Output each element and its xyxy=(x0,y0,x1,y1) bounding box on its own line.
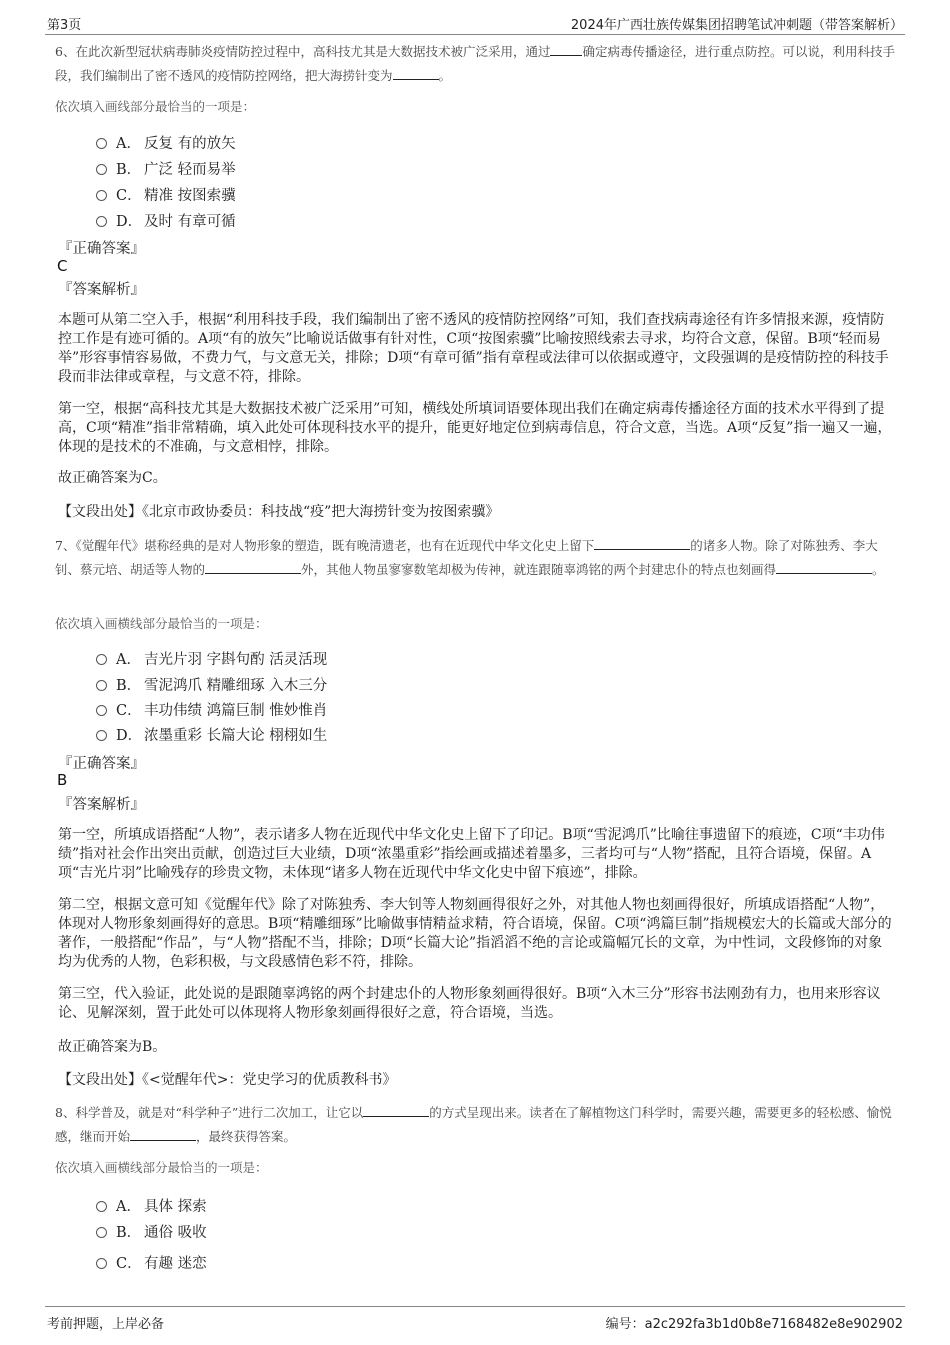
question-6-part-a: 6、在此次新型冠状病毒肺炎疫情防控过程中，高科技尤其是大数据技术被广泛采用，通过 xyxy=(55,44,551,59)
q6-option-a[interactable]: A． 反复 有的放矢 xyxy=(96,132,236,153)
analysis-conclusion: 故正确答案为B。 xyxy=(58,1039,167,1055)
analysis-paragraph: 第三空，代入验证，此处说的是跟随辜鸿铭的两个封建忠仆的人物形象刻画得很好。B项“入木三分”形容书法刚劲有力，也用来形容议论、见解深刻，置于此处可以体现将人物形象刻画得很好之意，符合语境，当选。 xyxy=(58,986,881,1021)
question-8-part-b: 的方式呈现出来。读者在了解植物这门科学时，需要兴趣，需要更多的轻松感、愉悦感，继而开始 xyxy=(55,1105,892,1144)
radio-button-icon[interactable] xyxy=(96,1227,107,1238)
q8-option-b[interactable]: B． 通俗 吸收 xyxy=(96,1221,207,1242)
radio-button-icon[interactable] xyxy=(96,654,107,665)
document-title: 2024年广西壮族传媒集团招聘笔试冲刺题（带答案解析） xyxy=(570,18,903,33)
q7-option-b[interactable]: B． 雪泥鸿爪 精雕细琢 入木三分 xyxy=(96,674,327,695)
q8-option-c[interactable]: C． 有趣 迷恋 xyxy=(96,1252,207,1273)
correct-answer: B xyxy=(57,771,68,789)
question-8-part-a: 8、科学普及，就是对“科学种子”进行二次加工，让它以 xyxy=(55,1105,364,1120)
radio-button-icon[interactable] xyxy=(96,216,107,227)
radio-button-icon[interactable] xyxy=(96,190,107,201)
q6-option-b[interactable]: B． 广泛 轻而易举 xyxy=(96,158,236,179)
q6-option-d[interactable]: D． 及时 有章可循 xyxy=(96,210,236,231)
blank-line xyxy=(776,559,872,574)
question-7-text xyxy=(55,534,895,582)
question-6-part-b: 确定病毒传播途径，进行重点防控。可以说，利用科技手段，我们编制出了密不透风的疫情防控网络，把大海捞针变为 xyxy=(55,44,895,83)
source-citation: 【文段出处】《<觉醒年代>：党史学习的优质教科书》 xyxy=(58,1072,397,1088)
q8-option-a[interactable]: A． 具体 探索 xyxy=(96,1195,207,1216)
radio-button-icon[interactable] xyxy=(96,1201,107,1212)
answer-analysis-label: 『答案解析』 xyxy=(58,282,145,298)
radio-button-icon[interactable] xyxy=(96,705,107,716)
source-citation: 【文段出处】《北京市政协委员：科技战“疫”把大海捞针变为按图索骥》 xyxy=(58,504,500,520)
blank-line xyxy=(393,65,439,80)
question-8-prompt: 依次填入画横线部分最恰当的一项是： xyxy=(55,1160,268,1175)
page-footer xyxy=(45,1306,905,1331)
question-6-prompt: 依次填入画线部分最恰当的一项是： xyxy=(55,99,256,114)
blank-line xyxy=(205,559,301,574)
question-7-part-b: 的诸多人物。除了对陈独秀、李大钊、蔡元培、胡适等人物的 xyxy=(55,538,878,577)
blank-line xyxy=(363,1102,429,1117)
question-7-part-c: 外，其他人物虽寥寥数笔却极为传神，就连跟随辜鸿铭的两个封建忠仆的特点也刻画得 xyxy=(301,562,777,577)
radio-button-icon[interactable] xyxy=(96,680,107,691)
radio-button-icon[interactable] xyxy=(96,138,107,149)
radio-button-icon[interactable] xyxy=(96,1258,107,1269)
analysis-paragraph: 第一空，所填成语搭配“人物”，表示诸多人物在近现代中华文化史上留下了印记。B项“雪泥鸿爪”比喻往事遗留下的痕迹，C项“丰功伟绩”指对社会作出突出贡献，创造过巨大业绩，D项“浓墨重彩”指绘画或描述着墨多，三者均可与“人物”搭配，且符合语境，保留。A项“吉光片羽”比喻残存的珍贵文物，未体现“诸多人物在近现代中华文化史中留下痕迹”，排除。 xyxy=(58,827,885,881)
footer-slogan: 考前押题，上岸必备 xyxy=(47,1317,165,1332)
question-7-part-d: 。 xyxy=(872,562,885,577)
question-7-part-a: 7、《觉醒年代》堪称经典的是对人物形象的塑造，既有晚清遗老，也有在近现代中华文化史上留下 xyxy=(55,538,595,553)
analysis-paragraph: 第一空，根据“高科技尤其是大数据技术被广泛采用”可知，横线处所填词语要体现出我们在确定病毒传播途径方面的技术水平得到了提高，C项“精准”指非常精确，填入此处可体现科技水平的提升，能更好地定位到病毒信息，符合文意，当选。A项“反复”指一遍又一遍，体现的是技术的不准确，与文意相悖，排除。 xyxy=(58,401,892,455)
question-6-text xyxy=(55,40,895,88)
analysis-paragraph: 本题可从第二空入手，根据“利用科技手段，我们编制出了密不透风的疫情防控网络”可知，我们查找病毒途径有许多情报来源，疫情防控工作是有迹可循的。A项“有的放矢”比喻说话做事有针对性，C项“按图索骥”比喻按照线索去寻求，均符合文意，保留。B项“轻而易举”形容事情容易做，不费力气，与文意无关，排除；D项“有章可循”指有章程或法律可以依据或遵守，文段强调的是疫情防控的科技手段而非法律或章程，与文意不符，排除。 xyxy=(58,312,889,385)
blank-line xyxy=(550,41,582,56)
q6-option-c[interactable]: C． 精准 按图索骥 xyxy=(96,184,236,205)
page-header xyxy=(45,12,905,35)
question-7-prompt: 依次填入画横线部分最恰当的一项是： xyxy=(55,616,268,631)
page-number: 第3页 xyxy=(47,18,82,33)
q7-option-c[interactable]: C． 丰功伟绩 鸿篇巨制 惟妙惟肖 xyxy=(96,699,327,720)
question-8-part-c: ，最终获得答案。 xyxy=(196,1129,297,1144)
question-6-part-c: 。 xyxy=(438,68,452,83)
analysis-paragraph: 第二空，根据文意可知《觉醒年代》除了对陈独秀、李大钊等人物刻画得很好之外，对其他人物也刻画得很好，所填成语搭配“人物”，体现对人物形象刻画得好的意思。B项“精雕细琢”比喻做事情精益求精，符合语境，保留。C项“鸿篇巨制”指规模宏大的长篇或大部分的著作，一般搭配“作品”，与“人物”搭配不当，排除；D项“长篇大论”指滔滔不绝的言论或篇幅冗长的文章，为中性词，文段修饰的对象均为优秀的人物，色彩积极，与文段感情色彩不符，排除。 xyxy=(58,897,892,970)
document-serial: 编号：a2c292fa3b1d0b8e7168482e8e902902 xyxy=(605,1317,903,1332)
question-8-text xyxy=(55,1101,895,1149)
correct-answer-label: 『正确答案』 xyxy=(58,756,145,772)
correct-answer: C xyxy=(57,257,68,275)
q7-option-d[interactable]: D． 浓墨重彩 长篇大论 栩栩如生 xyxy=(96,724,327,745)
radio-button-icon[interactable] xyxy=(96,730,107,741)
analysis-conclusion: 故正确答案为C。 xyxy=(58,470,167,486)
blank-line xyxy=(130,1126,196,1141)
blank-line xyxy=(594,535,690,550)
answer-analysis-label: 『答案解析』 xyxy=(58,797,145,813)
correct-answer-label: 『正确答案』 xyxy=(58,241,145,257)
radio-button-icon[interactable] xyxy=(96,164,107,175)
q7-option-a[interactable]: A． 吉光片羽 字斟句酌 活灵活现 xyxy=(96,648,327,669)
